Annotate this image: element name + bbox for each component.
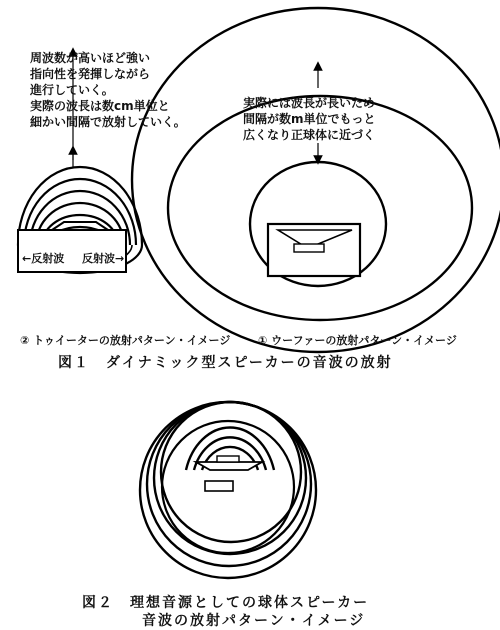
tweeter-note-line: 細かい間隔で放射していく。 [30, 115, 186, 129]
woofer-note-line: 広くなり正球体に近づく [243, 128, 376, 142]
woofer-enclosure [268, 224, 360, 276]
reflected-wave-right-label: 反射波→ [82, 252, 125, 265]
figure1-title: 図１ ダイナミック型スピーカーの音波の放射 [58, 355, 393, 371]
woofer-note-line: 実際には波長が長いため [243, 96, 376, 110]
tweeter-note-line: 指向性を発揮しながら [30, 67, 151, 81]
tweeter-caption: ② トゥイーターの放射パターン・イメージ [20, 334, 231, 347]
tweeter-note [30, 50, 186, 130]
figure2-title-line1: 図２ 理想音源としての球体スピーカー [82, 595, 370, 611]
tweeter-note-line: 進行していく。 [30, 83, 114, 97]
figure2-title-line2: 音波の放射パターン・イメージ [142, 613, 366, 629]
woofer-radiation-pattern [132, 8, 500, 352]
reflected-wave-left-label: ←反射波 [22, 252, 65, 265]
woofer-caption: ① ウーファーの放射パターン・イメージ [258, 334, 457, 347]
woofer-note [243, 95, 376, 143]
ideal-driver [196, 456, 262, 491]
woofer-note-line: 間隔が数m単位でもっと [243, 112, 376, 126]
tweeter-note-line: 実際の波長は数cm単位と [30, 99, 170, 113]
tweeter-note-line: 周波数が高いほど強い [30, 51, 151, 65]
